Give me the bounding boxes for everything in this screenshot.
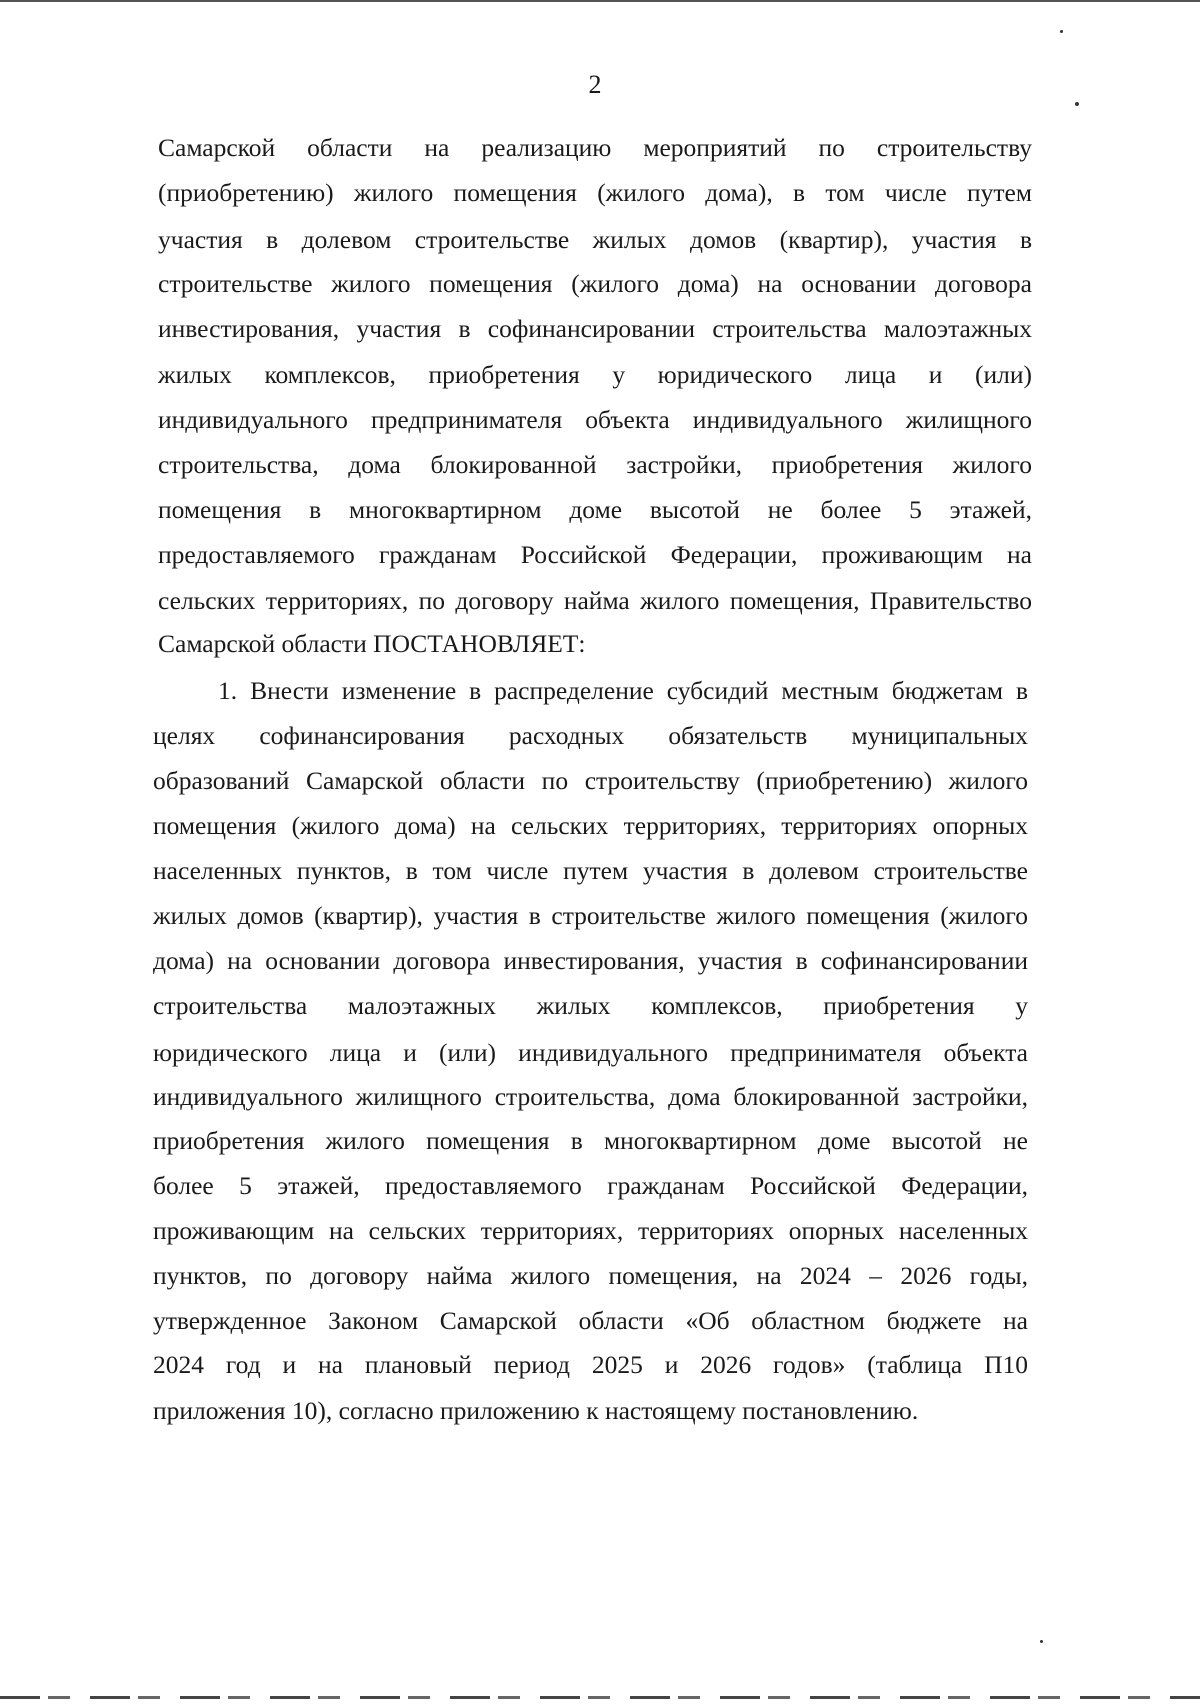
text-line: проживающим на сельских территориях, территориях опорных населенных bbox=[153, 1216, 1028, 1245]
text-line: утвержденное Законом Самарской области «Об областном бюджете на bbox=[153, 1306, 1028, 1335]
text-line: жилых комплексов, приобретения у юридического лица и (или) bbox=[158, 360, 1032, 389]
text-line: юридического лица и (или) индивидуального предпринимателя объекта bbox=[153, 1038, 1028, 1067]
scan-speck bbox=[1040, 1640, 1043, 1643]
text-line: 2024 год и на плановый период 2025 и 2026 годов» (таблица П10 bbox=[153, 1350, 1028, 1379]
text-line: дома) на основании договора инвестирования, участия в софинансировании bbox=[153, 946, 1028, 975]
text-line: инвестирования, участия в софинансировании строительства малоэтажных bbox=[158, 314, 1032, 343]
scan-speck bbox=[1075, 102, 1079, 106]
text-line: предоставляемого гражданам Российской Федерации, проживающим на bbox=[158, 540, 1032, 569]
text-line: Самарской области ПОСТАНОВЛЯЕТ: bbox=[158, 629, 586, 658]
text-line: целях софинансирования расходных обязательств муниципальных bbox=[153, 721, 1028, 750]
text-line: участия в долевом строительстве жилых домов (квартир), участия в bbox=[158, 225, 1032, 254]
text-line: приложения 10), согласно приложению к настоящему постановлению. bbox=[153, 1396, 919, 1425]
scan-bottom-edge bbox=[0, 1696, 1200, 1699]
text-line: населенных пунктов, в том числе путем участия в долевом строительстве bbox=[153, 856, 1028, 885]
text-line: индивидуального предпринимателя объекта индивидуального жилищного bbox=[158, 405, 1032, 434]
text-line: строительстве жилого помещения (жилого дома) на основании договора bbox=[158, 269, 1032, 298]
scan-top-edge bbox=[0, 0, 1200, 2]
scan-speck bbox=[1060, 30, 1063, 33]
page-number: 2 bbox=[588, 70, 602, 99]
text-line: более 5 этажей, предоставляемого гражданам Российской Федерации, bbox=[153, 1171, 1028, 1200]
text-line: помещения (жилого дома) на сельских территориях, территориях опорных bbox=[153, 811, 1028, 840]
text-line: жилых домов (квартир), участия в строительстве жилого помещения (жилого bbox=[153, 901, 1028, 930]
text-line: (приобретению) жилого помещения (жилого дома), в том числе путем bbox=[158, 178, 1032, 207]
text-line: сельских территориях, по договору найма жилого помещения, Правительство bbox=[158, 586, 1032, 615]
text-line: 1. Внести изменение в распределение субсидий местным бюджетам в bbox=[218, 676, 1028, 705]
text-line: Самарской области на реализацию мероприятий по строительству bbox=[158, 133, 1032, 162]
text-line: приобретения жилого помещения в многоквартирном доме высотой не bbox=[153, 1126, 1028, 1155]
text-line: образований Самарской области по строительству (приобретению) жилого bbox=[153, 766, 1028, 795]
text-line: пунктов, по договору найма жилого помещения, на 2024 – 2026 годы, bbox=[153, 1261, 1028, 1290]
text-line: строительства, дома блокированной застройки, приобретения жилого bbox=[158, 450, 1032, 479]
text-line: помещения в многоквартирном доме высотой не более 5 этажей, bbox=[158, 495, 1032, 524]
text-line: индивидуального жилищного строительства, дома блокированной застройки, bbox=[153, 1082, 1028, 1111]
text-line: строительства малоэтажных жилых комплексов, приобретения у bbox=[153, 991, 1028, 1020]
